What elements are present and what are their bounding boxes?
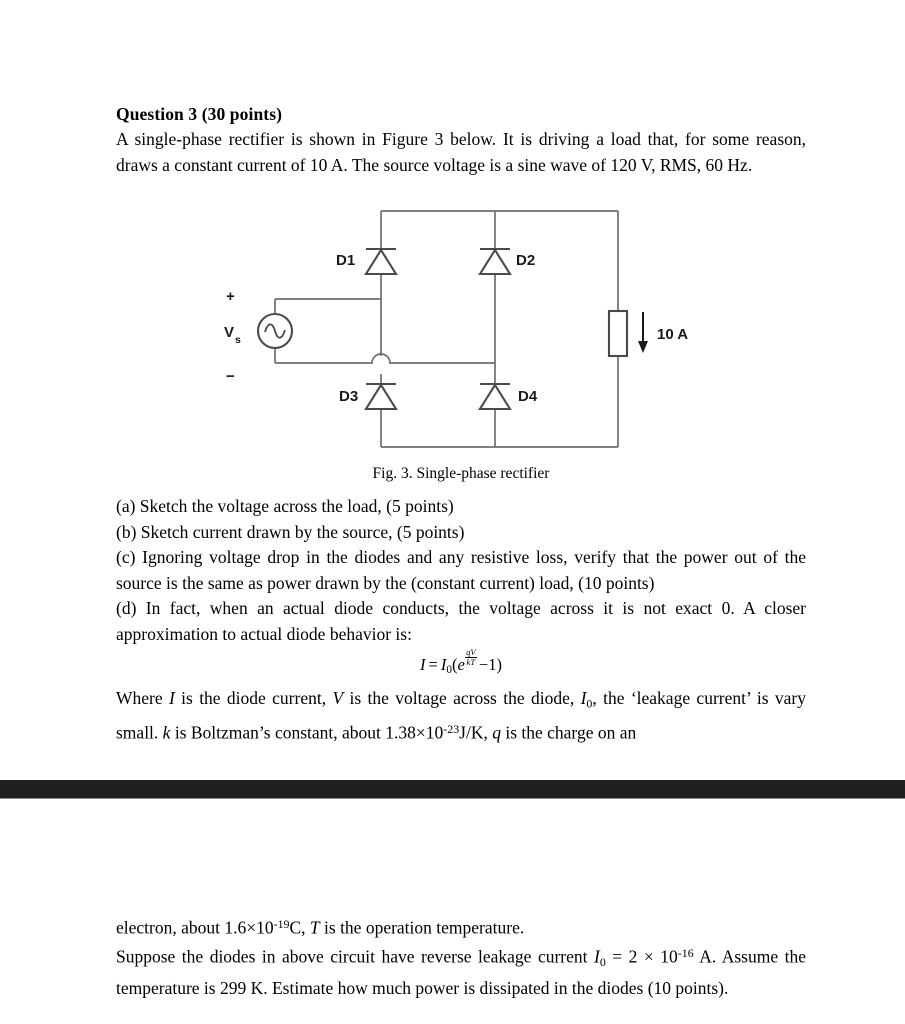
where-text-6: J/K, xyxy=(459,722,493,743)
var-I0-tail: I xyxy=(594,946,600,967)
equation-i-naught: I xyxy=(440,655,447,675)
intro-paragraph: A single-phase rectifier is shown in Figure 3 below. It is driving a load that, for some reason, draws a constant current of 10 A. The source voltage is a sine wave of 120 V, RMS, 60 Hz. xyxy=(116,129,806,175)
diode-d3-label: D3 xyxy=(339,388,359,405)
tail-text-2: C, xyxy=(289,917,310,938)
source-voltage-subscript: s xyxy=(235,334,241,346)
exponent-numerator: qV xyxy=(466,647,476,657)
equation-block xyxy=(116,648,806,676)
source-plus-label: + xyxy=(226,288,235,305)
part-a: (a) Sketch the voltage across the load, (5 points) xyxy=(116,496,454,516)
part-c: (c) Ignoring voltage drop in the diodes and any resistive loss, verify that the power out of the source is the same as power drawn by the (constant current) load, (10 points) xyxy=(116,547,806,593)
load-resistor xyxy=(609,311,627,356)
diode-d4 xyxy=(480,384,510,409)
exponent-denominator: kT xyxy=(466,656,476,667)
where-text-3: is the voltage across the diode, xyxy=(343,688,581,708)
var-k: k xyxy=(162,722,171,743)
circuit-figure xyxy=(200,196,710,464)
var-I0-subscript: 0 xyxy=(586,696,593,711)
var-V: V xyxy=(332,688,344,708)
source-voltage-label: V xyxy=(224,324,235,341)
diode-d3 xyxy=(366,384,396,409)
where-paragraph-block xyxy=(116,686,806,746)
leakage-current-exponent: -16 xyxy=(677,946,694,961)
figure-caption-block xyxy=(116,464,806,484)
load-current-arrow-icon xyxy=(638,312,648,353)
where-paragraph xyxy=(116,686,806,746)
diode-d1 xyxy=(366,249,396,274)
var-I0: I xyxy=(580,688,587,708)
tail-text-6: A. Assume the temperature is 299 K. Estimate how much power is dissipated in the diodes (10 points). xyxy=(116,946,807,998)
question-header-block xyxy=(116,102,806,178)
where-text-7: is the charge on an xyxy=(500,722,637,743)
electron-charge-paragraph xyxy=(116,912,806,941)
diode-d2 xyxy=(480,249,510,274)
wire-source-bottom-with-hop xyxy=(275,354,495,363)
diode-d2-label: D2 xyxy=(516,252,536,269)
equation-minus-one: −1) xyxy=(478,655,502,675)
var-T: T xyxy=(309,917,320,938)
equation-e: e xyxy=(457,655,465,675)
equation-equals: = xyxy=(428,655,438,675)
question-parts-block xyxy=(116,494,806,647)
page-separator-bar xyxy=(0,780,905,799)
boltzmann-exponent: -23 xyxy=(443,721,460,736)
part-d: (d) In fact, when an actual diode conducts, the voltage across it is not exact 0. A closer approximation to actual diode behavior is: xyxy=(116,598,806,644)
equation-open-paren: ( xyxy=(451,655,458,675)
equation-i-naught-sub: 0 xyxy=(446,664,452,677)
leakage-current-paragraph xyxy=(116,941,806,1001)
diode-d1-label: D1 xyxy=(336,252,356,269)
var-I: I xyxy=(168,688,175,708)
equation-lhs: I xyxy=(420,655,426,675)
source-minus-label: − xyxy=(226,368,235,385)
where-text-4: , the ‘leakage current’ is vary small. xyxy=(116,688,806,743)
page-title: Question 3 (30 points) xyxy=(116,104,283,124)
load-current-label: 10 A xyxy=(657,326,689,343)
tail-text-1: electron, about 1.6×10 xyxy=(116,917,274,938)
equation-exponent-fraction xyxy=(465,648,477,667)
where-text-1: Where xyxy=(116,688,169,708)
tail-text-4: Suppose the diodes in above circuit have reverse leakage current xyxy=(116,946,595,967)
tail-text-3: is the operation temperature. xyxy=(319,917,525,938)
electron-charge-exponent: -19 xyxy=(273,917,290,931)
where-text-5: is Boltzman’s constant, about 1.38×10 xyxy=(170,722,444,743)
tail-paragraph-block xyxy=(116,912,806,1001)
diode-equation xyxy=(420,648,502,676)
figure-caption: Fig. 3. Single-phase rectifier xyxy=(372,465,550,482)
tail-text-5: = 2 × 10 xyxy=(605,946,678,967)
var-q: q xyxy=(492,722,501,743)
diode-d4-label: D4 xyxy=(518,388,538,405)
var-I0-tail-subscript: 0 xyxy=(599,955,606,970)
part-b: (b) Sketch current drawn by the source, (5 points) xyxy=(116,521,465,542)
where-text-2: is the diode current, xyxy=(174,688,333,708)
